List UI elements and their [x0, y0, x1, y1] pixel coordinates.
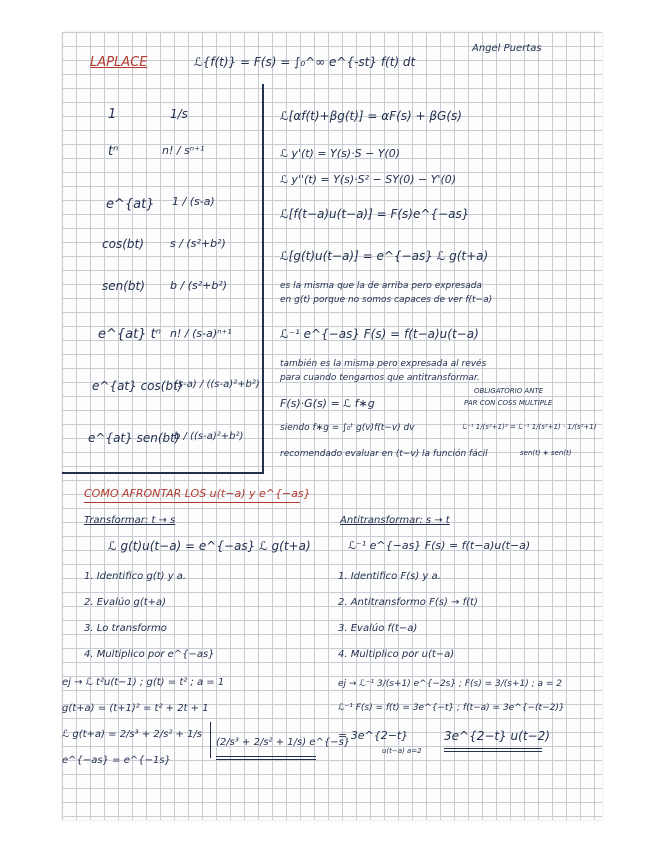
result-underline [216, 759, 316, 760]
table-F: n! / sⁿ⁺¹ [162, 144, 205, 157]
antitransform-step: 4. Multiplico por u(t−a) [338, 649, 455, 660]
table-f: e^{at} [106, 197, 155, 212]
transform-example: ej → ℒ t²u(t−1) ; g(t) = t² ; a = 1 [62, 677, 225, 688]
table-F: b / ((s-a)²+b²) [174, 431, 244, 442]
table-F: 1 / (s-a) [172, 195, 215, 208]
transform-heading: Transformar: t → s [84, 515, 176, 526]
antitransform-formula: ℒ⁻¹ e^{−as} F(s) = f(t−a)u(t−a) [348, 539, 531, 552]
table-f: tⁿ [108, 144, 119, 159]
antitransform-subnote: u(t−a) a=2 [382, 747, 422, 755]
linearity-property: ℒ[αf(t)+βg(t)] = αF(s) + βG(s) [280, 109, 462, 123]
shift-theorem-g: ℒ[g(t)u(t−a)] = e^{−as} ℒ g(t+a) [280, 249, 489, 263]
table-vertical-divider [262, 84, 264, 474]
note-line: también es la misma pero expresada al revés [280, 359, 487, 369]
table-F: s / (s²+b²) [170, 237, 226, 250]
result-underline [216, 756, 316, 757]
author-signature: Angel Puertas [472, 43, 542, 54]
table-F: b / (s²+b²) [170, 279, 228, 292]
note-example: sen(t) ∗ sen(t) [520, 449, 572, 457]
second-derivative-rule: ℒ y''(t) = Y(s)·S² − SY(0) − Y'(0) [280, 173, 457, 186]
convolution-rule: F(s)·G(s) = ℒ f∗g [280, 397, 375, 410]
transform-step: 2. Evalúo g(t+a) [84, 597, 167, 608]
note-line: es la misma que la de arriba pero expresada [280, 281, 482, 291]
table-f: sen(bt) [102, 279, 145, 293]
first-derivative-rule: ℒ y'(t) = Y(s)·S − Y(0) [280, 147, 401, 160]
note-line: recomendado evaluar en (t−v) la función fácil [280, 449, 488, 459]
antitransform-example: ℒ⁻¹ F(s) = f(t) = 3e^{−t} ; f(t−a) = 3e^{−(t−2)} [338, 703, 565, 713]
obligatorio-expression: ℒ⁻¹ 1/(s²+1)² = ℒ⁻¹ 1/(s²+1) · 1/(s²+1) [462, 423, 597, 431]
inverse-shift-rule: ℒ⁻¹ e^{−as} F(s) = f(t−a)u(t−a) [280, 327, 479, 341]
transform-step: 4. Multiplico por e^{−as} [84, 649, 215, 660]
table-f: e^{at} cos(bt) [92, 379, 183, 393]
page-title: LAPLACE [90, 55, 148, 70]
note-line: en g(t) porque no somos capaces de ver f(t−a) [280, 295, 493, 305]
table-f: e^{at} tⁿ [98, 327, 161, 342]
table-F: 1/s [170, 107, 188, 121]
antitransform-heading: Antitransformar: s → t [340, 515, 450, 526]
antitransform-step: 2. Antitransformo F(s) → f(t) [338, 597, 478, 608]
obligatorio-note: OBLIGATORIO ANTE [474, 387, 544, 395]
table-F: n! / (s-a)ⁿ⁺¹ [170, 327, 232, 340]
table-f: cos(bt) [102, 237, 144, 251]
result-underline [444, 751, 542, 752]
transform-result: (2/s³ + 2/s² + 1/s) e^{−s} [216, 737, 351, 748]
table-f: e^{at} sen(bt) [88, 431, 180, 445]
shift-theorem: ℒ[f(t−a)u(t−a)] = F(s)e^{−as} [280, 207, 470, 221]
transform-example: ℒ g(t+a) = 2/s³ + 2/s² + 1/s [62, 729, 203, 740]
obligatorio-note: PAR CON COSS MULTIPLE [464, 399, 553, 407]
table-bottom-border [62, 472, 264, 474]
note-line: para cuando tengamos que antitransformar. [280, 373, 480, 383]
table-F: (s-a) / ((s-a)²+b²) [174, 379, 260, 390]
example-divider [210, 722, 211, 758]
section-title: COMO AFRONTAR LOS u(t−a) y e^{−as} [84, 487, 311, 500]
transform-step: 1. Identifico g(t) y a. [84, 571, 187, 582]
laplace-definition: ℒ{f(t)} = F(s) = ∫₀^∞ e^{-st} f(t) dt [194, 55, 416, 69]
transform-step: 3. Lo transformo [84, 623, 167, 634]
table-f: 1 [108, 107, 117, 122]
antitransform-example: ej → ℒ⁻¹ 3/(s+1) e^{−2s} ; F(s) = 3/(s+1) ; a = 2 [338, 679, 562, 689]
antitransform-step: 1. Identifico F(s) y a. [338, 571, 441, 582]
section-title-underline [84, 502, 300, 503]
result-underline [444, 748, 542, 749]
transform-formula: ℒ g(t)u(t−a) = e^{−as} ℒ g(t+a) [108, 539, 311, 553]
antitransform-result: 3e^{2−t} u(t−2) [444, 729, 550, 743]
notebook-page [62, 32, 602, 820]
antitransform-step: 3. Evalúo f(t−a) [338, 623, 418, 634]
transform-example: g(t+a) = (t+1)² = t² + 2t + 1 [62, 703, 209, 714]
convolution-definition: siendo f∗g = ∫₀ᵗ g(v)f(t−v) dv [280, 423, 415, 433]
antitransform-example: = 3e^{2−t} [338, 729, 409, 742]
transform-example: e^{−as} = e^{−1s} [62, 755, 171, 766]
